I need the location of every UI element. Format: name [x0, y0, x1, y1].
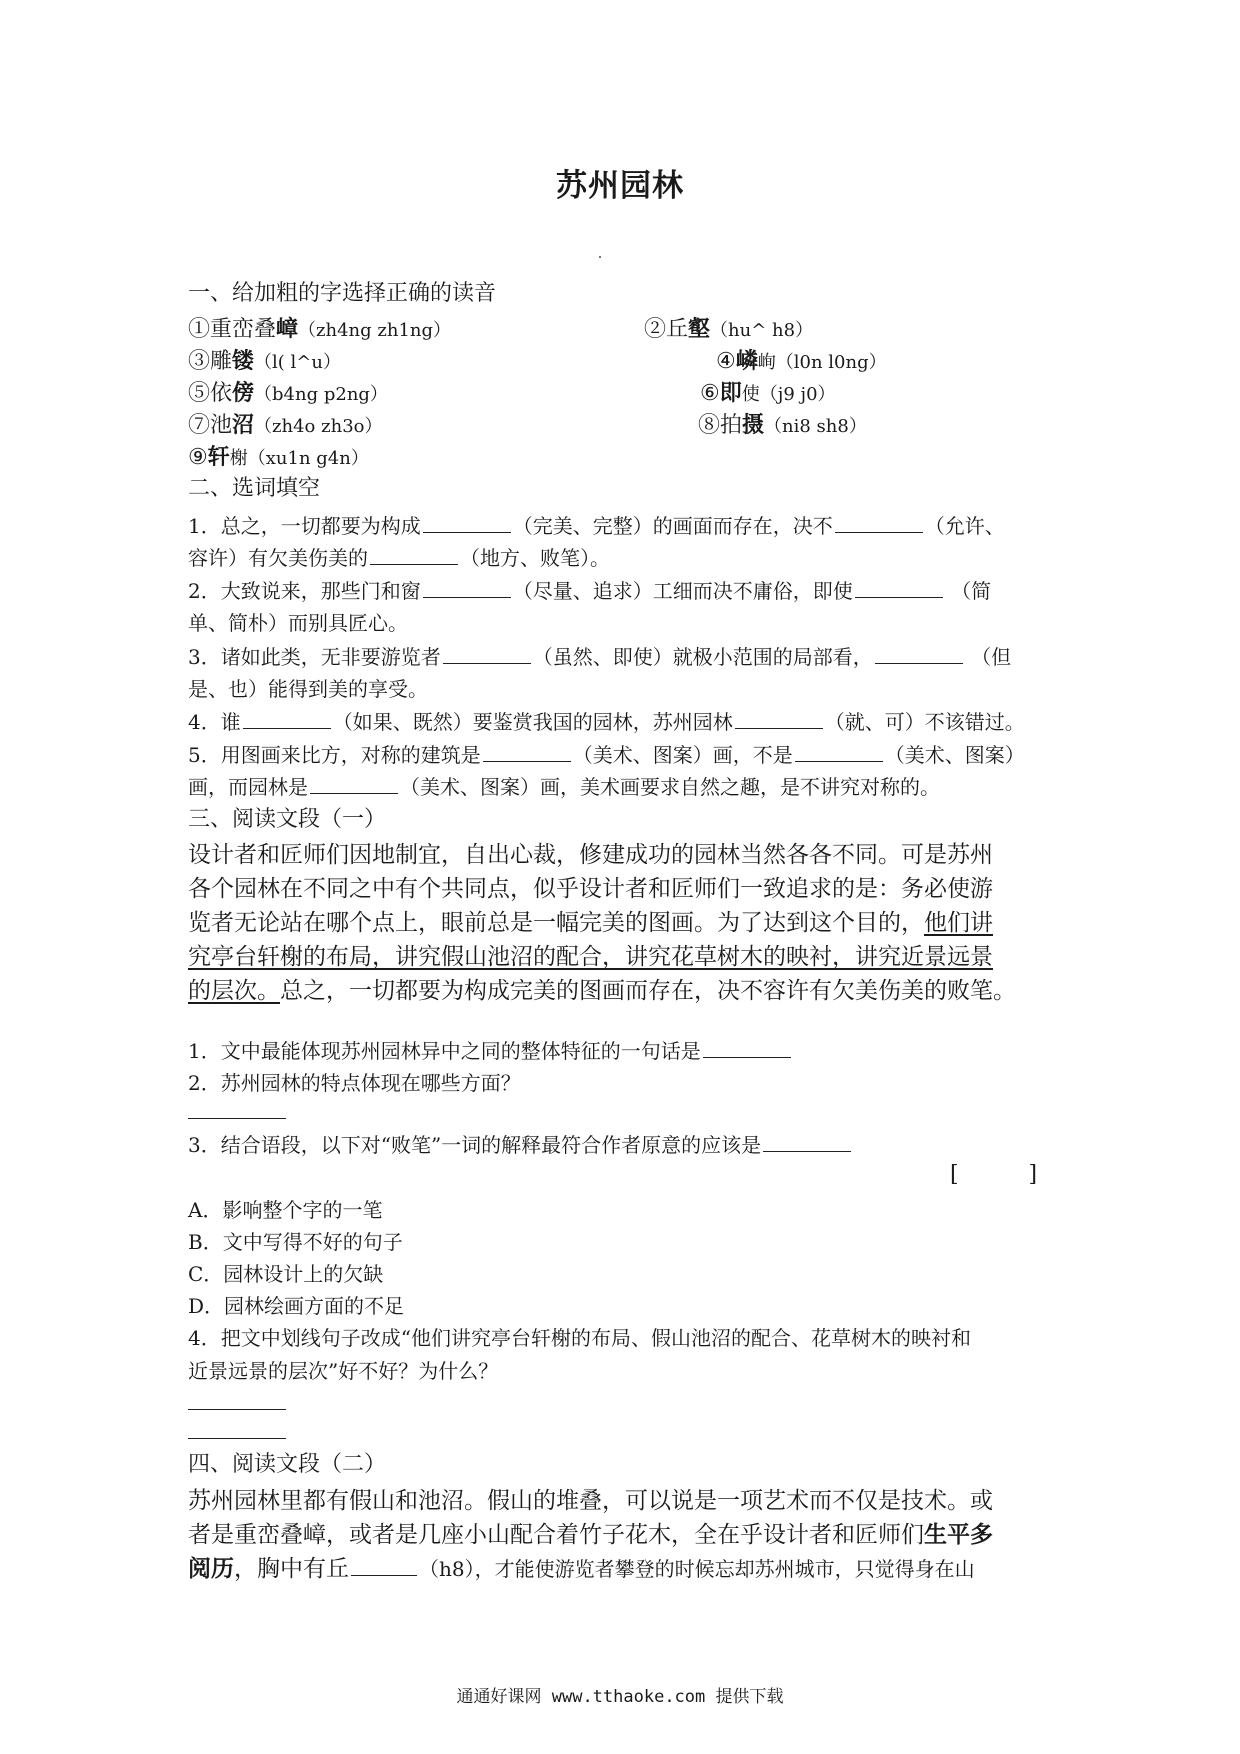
pinyin-item-6: ⑥即使（j9 j0） [700, 380, 836, 406]
answer-blank[interactable] [735, 708, 823, 729]
answer-bracket[interactable]: [ ] [950, 1162, 1038, 1187]
answer-line[interactable] [188, 1118, 286, 1119]
option-d: D．园林绘画方面的不足 [188, 1294, 405, 1318]
fill-line-7: 4．谁 （如果、既然）要鉴赏我国的园林，苏州园林 （就、可）不该错过。 [188, 710, 1025, 734]
section1-heading: 一、给加粗的字选择正确的读音 [188, 281, 497, 306]
fill-line-4: 单、简朴）而别具匠心。 [188, 611, 408, 635]
answer-blank[interactable] [483, 741, 571, 762]
answer-line[interactable] [188, 1438, 286, 1439]
fill-line-3: 2．大致说来，那些门和窗 （尽量、追求）工细而决不庸俗，即使 （简 [188, 579, 992, 603]
question-2: 2．苏州园林的特点体现在哪些方面？ [188, 1071, 521, 1095]
fill-line-6: 是、也）能得到美的享受。 [188, 677, 428, 701]
section3-heading: 三、阅读文段（一） [188, 807, 387, 832]
passage1-line-2: 各个园林在不同之中有个共同点，似乎设计者和匠师们一致追求的是：务必使游 [188, 876, 993, 902]
fill-line-9: 画，而园林是 （美术、图案）画，美术画要求自然之趣，是不讲究对称的。 [188, 775, 940, 799]
pinyin-item-3: ③雕镂（l( l^u） [188, 348, 341, 374]
answer-blank[interactable] [875, 643, 963, 664]
answer-blank[interactable] [703, 1037, 791, 1058]
section2-heading: 二、选词填空 [188, 476, 321, 501]
answer-blank[interactable] [351, 1555, 417, 1576]
fill-line-2: 容许）有欠美伤美的 （地方、败笔）。 [188, 546, 610, 570]
answer-blank[interactable] [310, 773, 398, 794]
pinyin-item-4: ④嶙峋（l0n l0ng） [716, 348, 887, 374]
question-4-line-2: 近景远景的层次”好不好？为什么？ [188, 1359, 499, 1383]
question-4-line-1: 4．把文中划线句子改成“他们讲究亭台轩榭的布局、假山池沼的配合、花草树木的映衬和 [188, 1326, 971, 1350]
answer-blank[interactable] [443, 643, 531, 664]
answer-blank[interactable] [835, 512, 923, 533]
passage1-line-1: 设计者和匠师们因地制宜，自出心裁，修建成功的园林当然各各不同。可是苏州 [188, 842, 993, 868]
passage1-line-5: 的层次。总之，一切都要为构成完美的图画而存在，决不容许有欠美伤美的败笔。 [188, 978, 1016, 1004]
passage2-line-2: 者是重峦叠嶂，或者是几座小山配合着竹子花木，全在乎设计者和匠师们生平多 [188, 1521, 993, 1548]
fill-line-1: 1．总之，一切都要为构成 （完美、完整）的画面而存在，决不 （允许、 [188, 514, 1005, 538]
answer-blank[interactable] [423, 512, 511, 533]
passage2-line-1: 苏州园林里都有假山和池沼。假山的堆叠，可以说是一项艺术而不仅是技术。或 [188, 1488, 993, 1514]
answer-blank[interactable] [370, 544, 458, 565]
passage2-line-3: 阅历，胸中有丘 （h8），才能使游览者攀登的时候忘却苏州城市，只觉得身在山 [188, 1555, 975, 1582]
section4-heading: 四、阅读文段（二） [188, 1452, 387, 1477]
footer-credit: 通通好课网 www.tthaoke.com 提供下载 [456, 1687, 784, 1707]
answer-blank[interactable] [763, 1131, 851, 1152]
page-title: 苏州园林 [556, 168, 684, 204]
option-a: A．影响整个字的一笔 [188, 1198, 383, 1222]
option-c: C．园林设计上的欠缺 [188, 1262, 384, 1286]
option-b: B．文中写得不好的句子 [188, 1230, 403, 1254]
answer-blank[interactable] [855, 577, 943, 598]
fill-line-8: 5．用图画来比方，对称的建筑是 （美术、图案）画，不是 （美术、图案） [188, 743, 1025, 767]
pinyin-item-5: ⑤依傍（b4ng p2ng） [188, 380, 388, 406]
fill-line-5: 3．诸如此类，无非要游览者 （虽然、即使）就极小范围的局部看， （但 [188, 645, 1012, 669]
pinyin-item-1: ①重峦叠嶂（zh4ng zh1ng） [188, 316, 452, 342]
answer-blank[interactable] [243, 708, 331, 729]
answer-blank[interactable] [795, 741, 883, 762]
pinyin-item-8: ⑧拍摄（ni8 sh8） [698, 412, 867, 438]
pinyin-item-2: ②丘壑（hu^ h8） [644, 316, 814, 342]
pinyin-item-9: ⑨轩榭（xu1n g4n） [188, 444, 369, 470]
question-1: 1．文中最能体现苏州园林异中之同的整体特征的一句话是 [188, 1036, 793, 1066]
passage1-line-3: 览者无论站在哪个点上，眼前总是一幅完美的图画。为了达到这个目的，他们讲 [188, 910, 993, 936]
passage1-line-4: 究亭台轩榭的布局，讲究假山池沼的配合，讲究花草树木的映衬，讲究近景远景 [188, 944, 993, 970]
answer-blank[interactable] [423, 577, 511, 598]
answer-line[interactable] [188, 1409, 286, 1410]
stray-dot [599, 256, 601, 258]
question-3: 3．结合语段，以下对“败笔”一词的解释最符合作者原意的应该是 [188, 1130, 853, 1160]
pinyin-item-7: ⑦池沼（zh4o zh3o） [188, 412, 383, 438]
